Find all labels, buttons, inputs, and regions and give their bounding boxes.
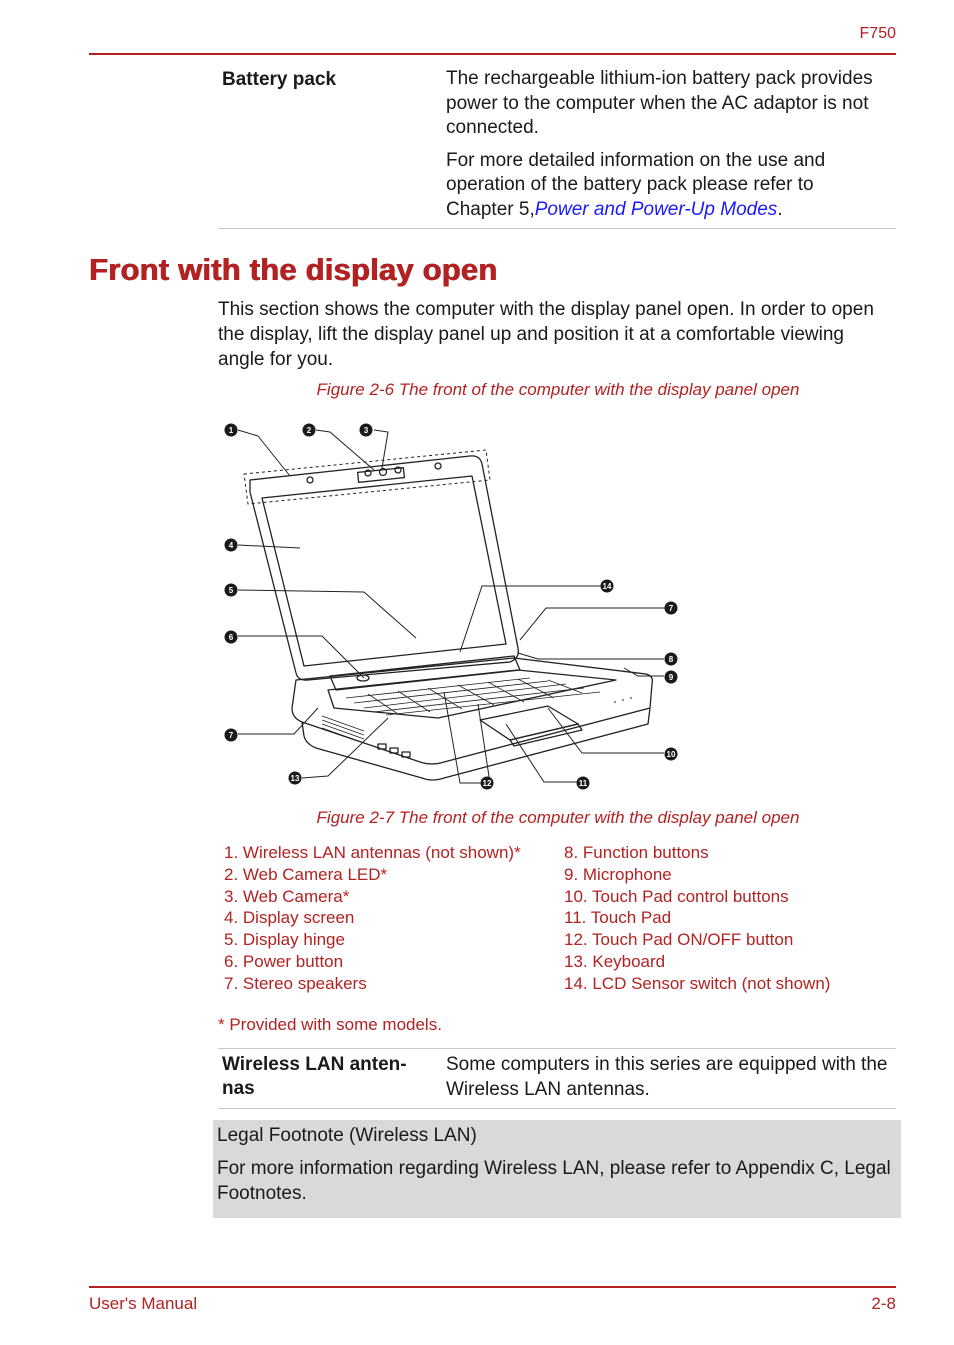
battery-pack-description xyxy=(446,67,886,230)
section-intro: This section shows the computer with the display panel open. In order to open the display, lift the display panel up and position it at a comfortable viewing angle for you. xyxy=(218,299,874,370)
wlan-description: Some computers in this series are equipped with the Wireless LAN antennas. xyxy=(446,1054,888,1100)
legend-item: 1. Wireless LAN antennas (not shown)* xyxy=(224,843,521,862)
callout-8: 8 xyxy=(668,655,674,664)
legend-item: 6. Power button xyxy=(224,951,344,971)
legend-item: 8. Function buttons xyxy=(564,843,709,862)
lid-mark-2 xyxy=(435,463,441,469)
battery-row-divider xyxy=(218,228,896,229)
callout-12: 12 xyxy=(482,779,492,788)
models-note: * Provided with some models. xyxy=(218,1015,442,1034)
power-modes-link[interactable]: Power and Power-Up Modes xyxy=(534,198,778,220)
legend-left-column xyxy=(224,842,521,995)
legend-item: 4. Display screen xyxy=(224,908,355,928)
callout-7b: 7 xyxy=(668,604,674,613)
callout-3: 3 xyxy=(363,426,369,435)
model-name: F750 xyxy=(859,25,896,42)
callout-13: 13 xyxy=(290,774,300,783)
lid-mark-1 xyxy=(307,477,313,483)
legend-item: 12. Touch Pad ON/OFF button xyxy=(564,930,794,950)
callout-6: 6 xyxy=(228,633,234,642)
legend-right-column xyxy=(564,842,830,995)
legal-footnote-text: For more information regarding Wireless LAN, please refer to Appendix C, Legal Footnotes. xyxy=(217,1158,891,1204)
legal-footnote-title: Legal Footnote (Wireless LAN) xyxy=(217,1125,477,1146)
base-front-edge xyxy=(302,708,650,780)
wlan-row-top-divider xyxy=(218,1048,896,1049)
header-divider xyxy=(89,53,896,55)
footer-manual-label: User's Manual xyxy=(89,1294,198,1313)
display-screen xyxy=(262,476,506,666)
legend-item: 9. Microphone xyxy=(564,864,672,884)
legend-item: 11. Touch Pad xyxy=(564,908,672,928)
wlan-row-bottom-divider xyxy=(218,1108,896,1109)
callout-1: 1 xyxy=(228,426,234,435)
battery-para-2-suffix: . xyxy=(777,198,783,220)
battery-para-2-prefix: For more detailed information on the use and operation of the battery pack please refer to Chapter 5, xyxy=(446,149,826,220)
laptop-illustration xyxy=(218,418,688,798)
keyboard-area xyxy=(328,670,616,718)
callout-11: 11 xyxy=(578,779,588,788)
callout-14: 14 xyxy=(602,582,612,591)
figure-caption-top: Figure 2-6 The front of the computer with the display panel open xyxy=(316,380,800,399)
legal-footnote-box xyxy=(213,1120,901,1218)
callout-10: 10 xyxy=(666,750,676,759)
wlan-term: Wireless LAN anten-nas xyxy=(222,1054,407,1099)
callout-9: 9 xyxy=(668,673,674,682)
page-number: 2-8 xyxy=(871,1294,896,1313)
legend-item: 10. Touch Pad control buttons xyxy=(564,886,789,906)
footer-divider xyxy=(89,1286,896,1288)
battery-pack-term: Battery pack xyxy=(222,69,337,90)
legend-item: 2. Web Camera LED* xyxy=(224,864,388,884)
power-button xyxy=(357,675,369,681)
callout-5: 5 xyxy=(228,586,234,595)
callout-2: 2 xyxy=(306,426,312,435)
battery-pack-para-2 xyxy=(446,149,886,223)
battery-pack-para-1: The rechargeable lithium-ion battery pack provides power to the computer when the AC adaptor is not connected. xyxy=(446,68,873,138)
section-title: Front with the display open xyxy=(89,252,498,287)
legend-item: 3. Web Camera* xyxy=(224,886,350,906)
legend-item: 13. Keyboard xyxy=(564,951,666,971)
legend-item: 7. Stereo speakers xyxy=(224,973,367,993)
callout-7a: 7 xyxy=(228,731,234,740)
legend-item: 14. LCD Sensor switch (not shown) xyxy=(564,973,831,993)
figure-caption-bottom: Figure 2-7 The front of the computer with the display panel open xyxy=(316,808,800,827)
callout-4: 4 xyxy=(228,541,234,550)
legend-item: 5. Display hinge xyxy=(224,930,345,950)
